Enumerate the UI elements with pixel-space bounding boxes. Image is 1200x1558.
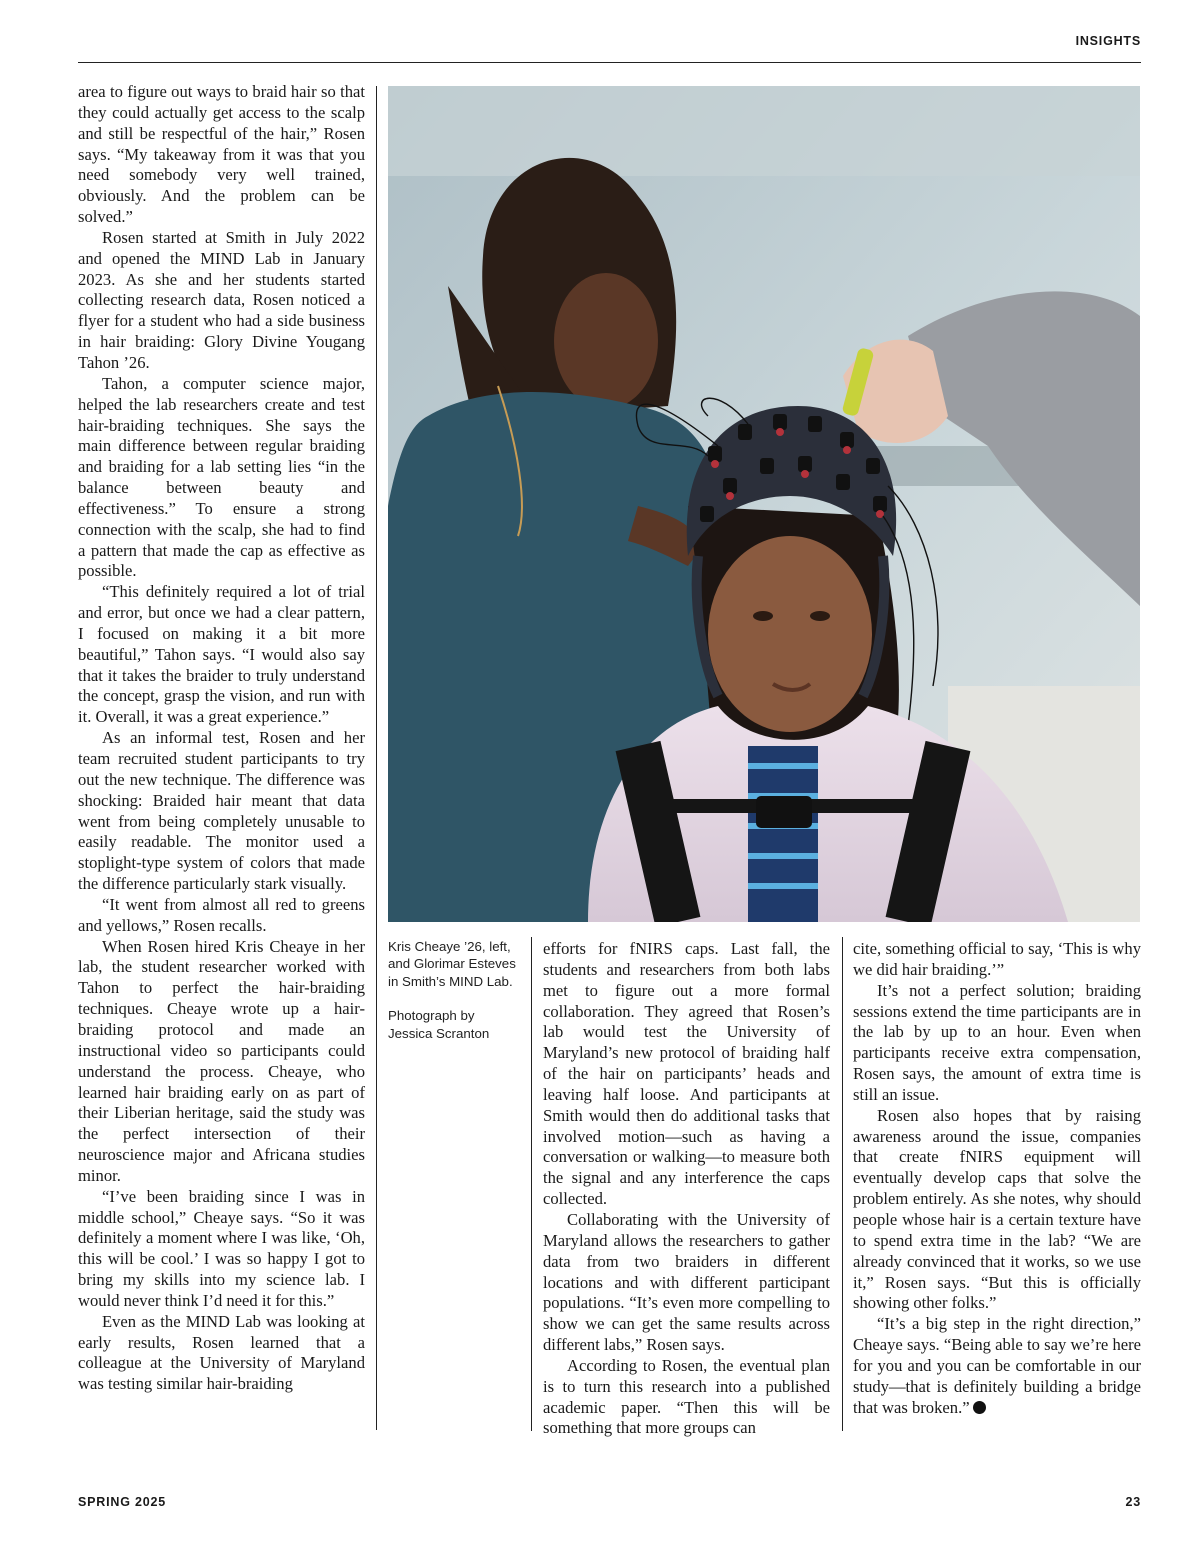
- paragraph: As an informal test, Rosen and her team recruited student participants to try out the new technique. The difference was shocking: Braided hair meant that data went from being completely unusable to easily readable. The monitor used a stoplight-type system of colors that made the difference particularly stark visually.: [78, 728, 365, 894]
- paragraph: area to figure out ways to braid hair so that they could actually get access to the scalp and still be respectful of the hair,” Rosen says. “My takeaway from it was that you need somebody very well trained, obviously. And the problem can be solved.”: [78, 82, 365, 227]
- end-of-article-icon: [973, 1401, 986, 1414]
- paragraph: It’s not a perfect solution; braiding sessions extend the time participants are in the lab by up to an hour. Even when participants receive extra compensation, Rosen says, the amount of extra time is still an issue.: [853, 980, 1141, 1104]
- photo-caption: [388, 938, 518, 1059]
- paragraph: When Rosen hired Kris Cheaye in her lab, the student researcher worked with Tahon to perfect the hair-braiding techniques. Cheaye wrote up a hair-braiding protocol and made an instructional video so participants could understand the process. Cheaye, who learned hair braiding early on as part of their Liberian heritage, said the study was the perfect intersection of their neuroscience major and Africana studies minor.: [78, 936, 365, 1185]
- column-rule: [531, 937, 532, 1431]
- paragraph: Rosen started at Smith in July 2022 and opened the MIND Lab in January 2023. As she and her students started collecting research data, Rosen noticed a flyer for a student who had a side business in hair braiding: Glory Divine Yougang Tahon ’26.: [78, 227, 365, 372]
- paragraph: “I’ve been braiding since I was in middle school,” Cheaye says. “So it was definitely a moment where I was like, ‘Oh, this will be cool.’ I was so happy I got to bring my skills into my science lab. I would never think I’d need it for this.”: [78, 1186, 365, 1310]
- article-column-4: [853, 939, 1141, 1418]
- issue-label: SPRING 2025: [78, 1495, 167, 1509]
- paragraph: [853, 1314, 1141, 1418]
- column-rule: [376, 86, 377, 1430]
- paragraph: “This definitely required a lot of trial and error, but once we had a clear pattern, I focused on making it a bit more beautiful,” Tahon says. “I would also say that it takes the braider to truly understand the concept, grasp the vision, and run with it. Overall, it was a great experience.”: [78, 582, 365, 727]
- final-paragraph-text: “It’s a big step in the right direction,” Cheaye says. “Being able to say we’re here for you and you can be comfortable in our study—that is definitely building a bridge that was broken.”: [853, 1314, 1141, 1417]
- caption-text: Kris Cheaye ’26, left, and Glorimar Esteves in Smith’s MIND Lab.: [388, 939, 516, 989]
- column-rule: [842, 937, 843, 1431]
- paragraph: Tahon, a computer science major, helped the lab researchers create and test hair-braiding techniques. She says the main difference between regular braiding and braiding for a lab setting lies “in the balance between beauty and effectiveness.” To ensure a strong connection with the scalp, she had to find a pattern that made the cap as effective as possible.: [78, 373, 365, 581]
- paragraph: According to Rosen, the eventual plan is to turn this research into a published academic paper. “Then this will be something that more groups can: [543, 1355, 830, 1438]
- header-rule: [78, 62, 1141, 63]
- paragraph: Rosen also hopes that by raising awareness around the issue, companies that create fNIRS equipment will eventually develop caps that solve the problem entirely. As she notes, why should people whose hair is a certain texture have to spend extra time in the lab? “We are already convinced that it works, so we use it,” Rosen says. “But this is officially showing other folks.”: [853, 1105, 1141, 1313]
- paragraph: cite, something official to say, ‘This is why we did hair braiding.’”: [853, 939, 1141, 979]
- paragraph: Even as the MIND Lab was looking at early results, Rosen learned that a colleague at the University of Maryland was testing similar hair-braiding: [78, 1311, 365, 1394]
- photo-credit: Photograph by Jessica Scranton: [388, 1008, 490, 1041]
- page-number: 23: [1125, 1495, 1141, 1509]
- paragraph: efforts for fNIRS caps. Last fall, the students and researchers from both labs met to figure out a more formal collaboration. They agreed that Rosen’s lab would test the University of Maryland’s new protocol of braiding half of the hair on participants’ heads and leaving half loose. And participants at Smith would then do additional tasks that involved motion—such as having a conversation or walking—to measure both the signal and any interference the caps collected.: [543, 939, 830, 1209]
- section-label: INSIGHTS: [1075, 34, 1141, 48]
- paragraph: Collaborating with the University of Maryland allows the researchers to gather data from two braiders in different locations and with different participant populations. “It’s even more compelling to show we can get the same results across different labs,” Rosen says.: [543, 1209, 830, 1355]
- lab-photograph: [388, 86, 1140, 922]
- paragraph: “It went from almost all red to greens and yellows,” Rosen recalls.: [78, 894, 365, 935]
- article-column-3: [543, 939, 830, 1439]
- article-column-1: [78, 82, 365, 1395]
- photograph-illustration: [388, 86, 1140, 922]
